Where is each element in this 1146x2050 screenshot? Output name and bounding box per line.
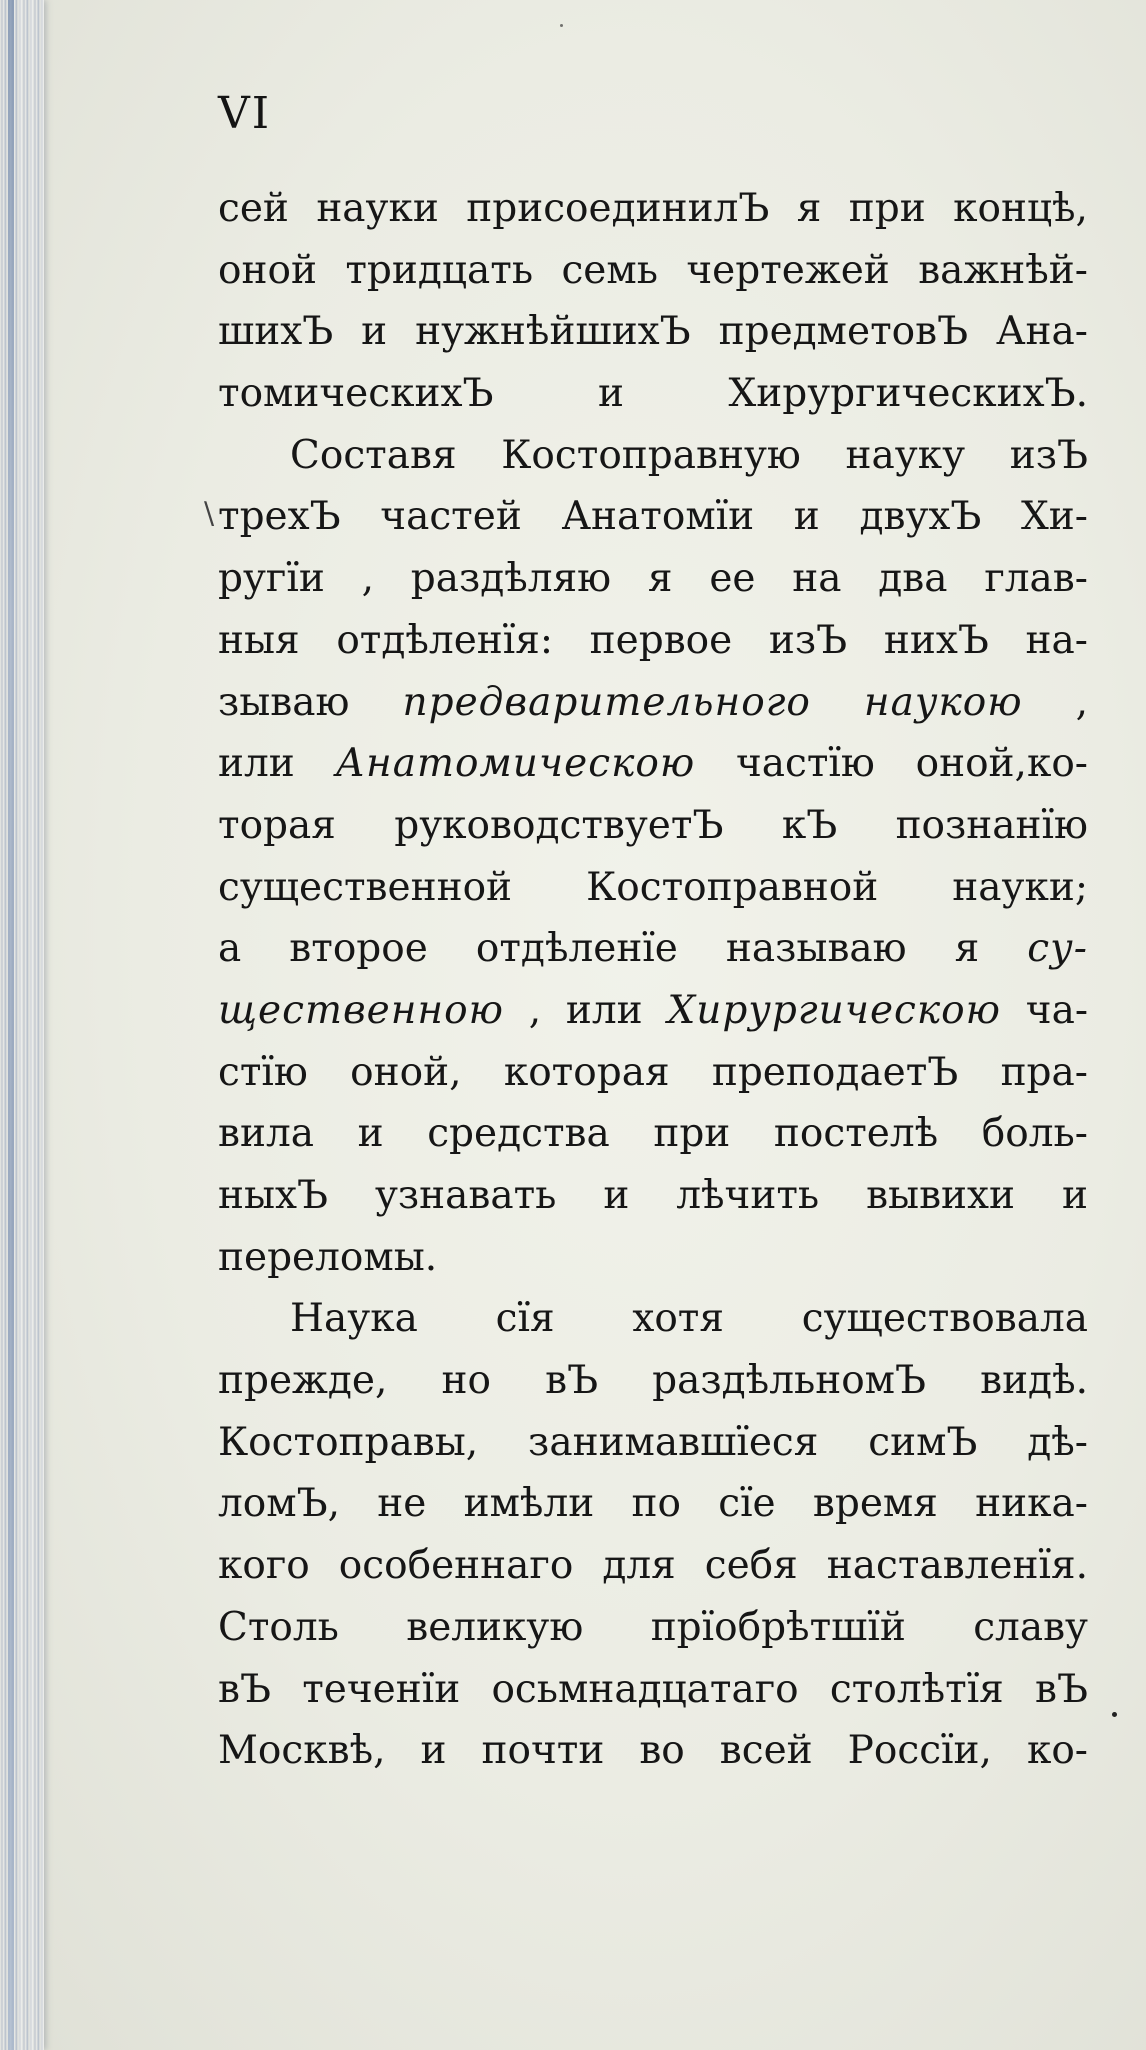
word: , xyxy=(1075,679,1088,725)
word: Хи- xyxy=(1021,494,1088,540)
word: при xyxy=(653,1111,731,1157)
word: семь xyxy=(561,247,658,293)
word: постелѣ xyxy=(773,1111,939,1157)
word: предметовЪ xyxy=(718,309,969,355)
word: отдѣленїя: xyxy=(336,617,553,663)
word: время xyxy=(812,1481,938,1527)
text-line xyxy=(218,980,1088,1042)
word: два xyxy=(878,556,948,602)
word: не xyxy=(377,1481,427,1527)
word: славу xyxy=(973,1604,1088,1650)
word: и xyxy=(603,1173,630,1218)
word: для xyxy=(602,1543,676,1589)
word: Ана- xyxy=(996,309,1088,355)
word: боль- xyxy=(981,1111,1088,1157)
word: двухЪ xyxy=(859,494,982,540)
word: переломы. xyxy=(218,1234,438,1280)
word: вЪ xyxy=(218,1666,271,1712)
text-line xyxy=(218,1659,1088,1721)
italic-word: Анатомическою xyxy=(335,741,696,787)
word: Наука xyxy=(290,1296,418,1342)
word: на- xyxy=(1025,617,1088,663)
word: Костоправы, xyxy=(218,1419,479,1465)
word: вила xyxy=(218,1111,314,1157)
word: занимавшїеся xyxy=(528,1419,819,1465)
word: по xyxy=(631,1481,681,1527)
word: глав- xyxy=(984,556,1088,602)
word: узнавать xyxy=(374,1173,557,1218)
word: на xyxy=(792,556,842,602)
word: кого xyxy=(218,1543,310,1589)
italic-word: предварительного xyxy=(402,679,811,725)
text-line xyxy=(218,1350,1088,1412)
word: и xyxy=(357,1111,384,1157)
word: вЪ xyxy=(1035,1666,1088,1712)
margin-mark: \ xyxy=(204,496,215,531)
text-line xyxy=(218,486,1088,548)
word: отдѣленїе xyxy=(475,926,678,972)
word: вывихи xyxy=(866,1173,1016,1218)
word: Анатомїи xyxy=(561,494,755,540)
word: и xyxy=(793,494,820,540)
paragraph xyxy=(218,1288,1088,1782)
word: симЪ xyxy=(868,1419,978,1465)
text-line xyxy=(218,1473,1088,1535)
word: и xyxy=(1061,1173,1088,1218)
word: присоединилЪ xyxy=(466,186,770,231)
italic-word: Хирургическою xyxy=(667,987,1001,1033)
word: существенной xyxy=(218,864,513,910)
text-line xyxy=(218,425,1088,487)
word: кЪ xyxy=(781,802,838,848)
word: осьмнадцатаго xyxy=(491,1666,799,1712)
word: ныхЪ xyxy=(218,1173,329,1218)
word: оной xyxy=(218,247,317,293)
word: великую xyxy=(406,1604,584,1650)
word: преподаетЪ xyxy=(711,1049,959,1095)
word: лѣчить xyxy=(676,1173,820,1218)
word: ко- xyxy=(1026,1728,1088,1774)
paragraph xyxy=(218,425,1088,1289)
word: томическихЪ xyxy=(218,371,494,417)
italic-word: наукою xyxy=(863,679,1023,725)
text-line xyxy=(218,1288,1088,1350)
word: хотя xyxy=(632,1296,724,1342)
word: сїе xyxy=(718,1481,776,1527)
text-line xyxy=(218,1412,1088,1474)
text-line xyxy=(218,1720,1088,1782)
word: частїю xyxy=(735,741,875,787)
italic-word: су- xyxy=(1027,926,1088,972)
word: раздѣльномЪ xyxy=(652,1358,926,1404)
italic-word: щественною xyxy=(218,987,504,1033)
word: ее xyxy=(709,556,756,602)
word: оной, xyxy=(350,1049,462,1095)
word: Костоправную xyxy=(501,432,801,478)
word: теченїи xyxy=(302,1666,461,1712)
body-text xyxy=(218,178,1088,1782)
word: которая xyxy=(503,1049,670,1095)
word: ника- xyxy=(975,1481,1088,1527)
word: имѣли xyxy=(463,1481,595,1527)
word: видѣ. xyxy=(980,1358,1088,1404)
text-line xyxy=(218,610,1088,672)
word: руководствуетЪ xyxy=(394,802,724,848)
word: изЪ xyxy=(768,617,848,663)
book-binding-edge xyxy=(0,0,44,2050)
word: ругїи xyxy=(218,556,325,602)
word: дѣ- xyxy=(1027,1419,1088,1465)
word: первое xyxy=(589,617,733,663)
word: тридцать xyxy=(345,247,534,293)
word: чертежей xyxy=(686,247,890,293)
word: или xyxy=(218,741,295,787)
word: шихЪ xyxy=(218,309,334,355)
word: оной,ко- xyxy=(915,741,1088,787)
word: второе xyxy=(289,926,428,972)
text-line xyxy=(218,363,1088,425)
word: средства xyxy=(427,1111,610,1157)
word: почти xyxy=(481,1728,605,1774)
word: науку xyxy=(845,432,966,478)
text-line xyxy=(218,301,1088,363)
word: я xyxy=(647,556,673,602)
word: я xyxy=(796,186,822,231)
word: сей xyxy=(218,186,289,231)
word: себя xyxy=(704,1543,798,1589)
word: Составя xyxy=(290,432,457,478)
word: науки xyxy=(316,186,439,231)
word: частей xyxy=(380,494,522,540)
word: вЪ xyxy=(545,1358,599,1404)
text-line xyxy=(218,672,1088,734)
word: , xyxy=(361,556,374,602)
text-line xyxy=(218,1597,1088,1659)
text-line xyxy=(218,1165,1088,1227)
word: и xyxy=(420,1728,447,1774)
word: я xyxy=(954,926,980,972)
word: изЪ xyxy=(1009,432,1088,478)
text-line xyxy=(218,857,1088,919)
text-line xyxy=(218,178,1088,240)
word: при xyxy=(848,186,926,231)
word: сїя xyxy=(495,1296,555,1342)
word: Столь xyxy=(218,1604,339,1650)
word: познанїю xyxy=(895,802,1088,848)
text-line xyxy=(218,548,1088,610)
text-line xyxy=(218,918,1088,980)
word: всей xyxy=(719,1728,813,1774)
word: ча- xyxy=(1025,987,1088,1033)
word: прежде, xyxy=(218,1358,388,1404)
word: зываю xyxy=(218,679,350,725)
word: ХирургическихЪ. xyxy=(728,371,1088,417)
word: Москвѣ, xyxy=(218,1728,386,1774)
text-line xyxy=(218,1103,1088,1165)
word: раздѣляю xyxy=(410,556,612,602)
word: существовала xyxy=(801,1296,1088,1342)
word: или xyxy=(565,987,643,1033)
word: науки; xyxy=(952,864,1088,910)
word: , xyxy=(528,987,542,1033)
text-line xyxy=(218,733,1088,795)
word: нихЪ xyxy=(883,617,989,663)
paragraph xyxy=(218,178,1088,425)
text-line xyxy=(218,240,1088,302)
text-line xyxy=(218,1227,1088,1289)
word: торая xyxy=(218,802,336,848)
word: концѣ, xyxy=(953,186,1088,231)
word: и xyxy=(361,309,388,355)
word: и xyxy=(597,371,624,417)
word: называю xyxy=(725,926,907,972)
text-line xyxy=(218,795,1088,857)
word: прїобрѣтшїй xyxy=(650,1604,906,1650)
word: стїю xyxy=(218,1049,308,1095)
word: ныя xyxy=(218,617,300,663)
word: Костоправной xyxy=(586,864,879,910)
word: столѣтїя xyxy=(829,1666,1004,1712)
word: пра- xyxy=(1000,1049,1088,1095)
word: но xyxy=(441,1358,491,1404)
word: ломЪ, xyxy=(218,1481,340,1527)
text-line xyxy=(218,1535,1088,1597)
word: наставленїя. xyxy=(826,1543,1088,1589)
ink-speck xyxy=(560,24,563,27)
word: во xyxy=(639,1728,685,1774)
word: важнѣй- xyxy=(918,247,1088,293)
word: нужнѣйшихЪ xyxy=(415,309,691,355)
page-number: VI xyxy=(218,88,272,139)
word: трехЪ xyxy=(218,494,341,540)
word: Россїи, xyxy=(847,1728,992,1774)
ink-speck xyxy=(1112,1712,1117,1717)
word: особеннаго xyxy=(338,1543,574,1589)
text-line xyxy=(218,1042,1088,1104)
word: а xyxy=(218,926,242,972)
